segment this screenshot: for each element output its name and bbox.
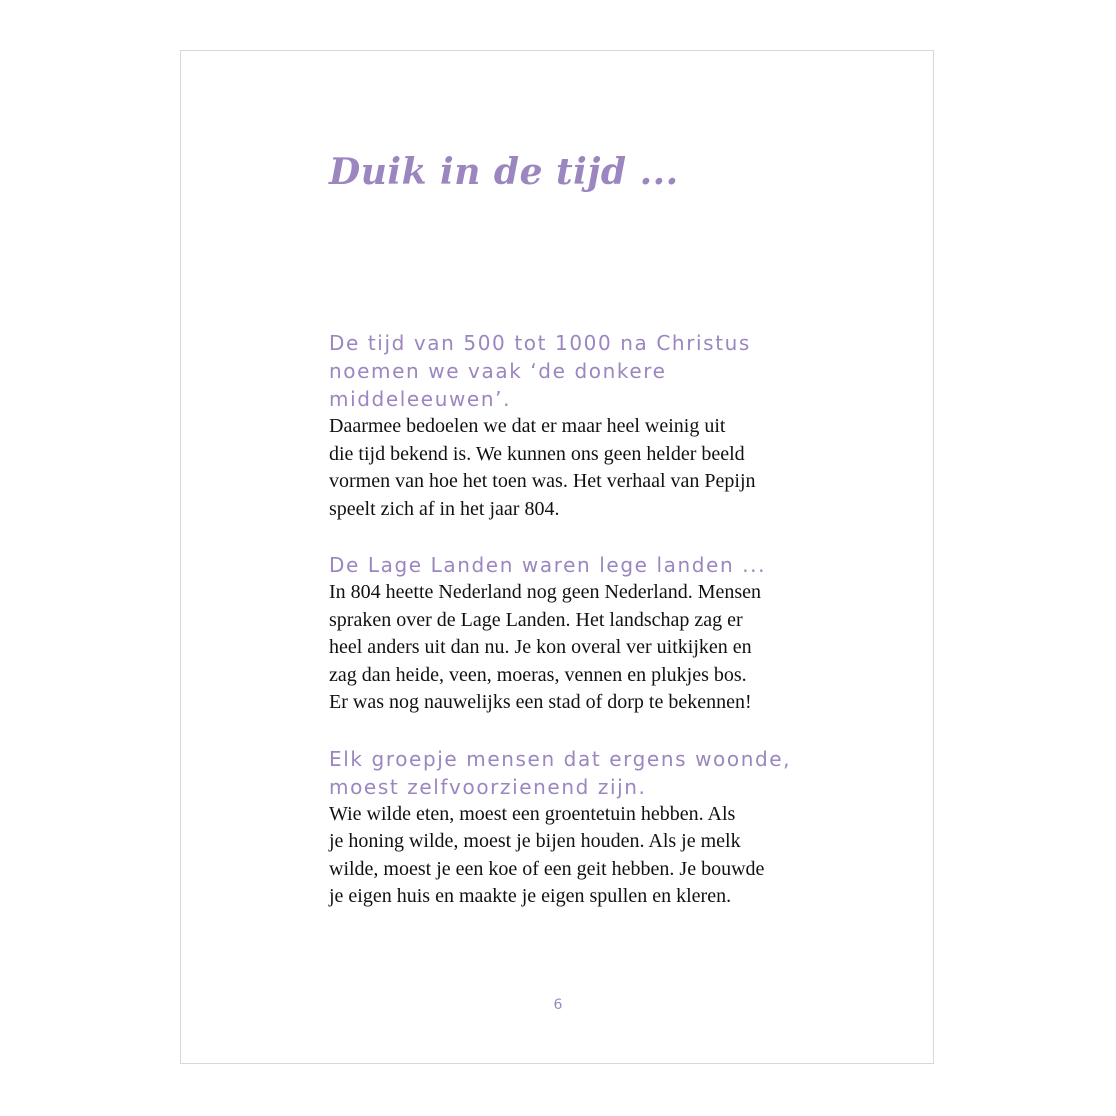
- heading-line: middeleeuwen’.: [329, 387, 512, 411]
- text-line: je eigen huis en maakte je eigen spullen en kleren.: [329, 885, 732, 907]
- text-line: vormen van hoe het toen was. Het verhaal van Pepijn: [329, 470, 756, 492]
- text-line: Wie wilde eten, moest een groentetuin hebben. Als: [329, 802, 736, 825]
- section-heading: [329, 745, 799, 801]
- text-line: heel anders uit dan nu. Je kon overal ver uitkijken en: [329, 636, 752, 658]
- section-self-sufficient: [329, 745, 799, 911]
- text-line: Daarmee bedoelen we dat er maar heel weinig uit: [329, 415, 726, 437]
- page-number: 6: [553, 997, 563, 1013]
- text-line: zag dan heide, veen, moeras, vennen en plukjes bos.: [329, 663, 747, 686]
- section-paragraph: [329, 801, 799, 911]
- text-line: Er was nog nauwelijks een stad of dorp te bekennen!: [329, 691, 752, 713]
- section-heading: [329, 551, 799, 579]
- section-low-countries: [329, 551, 799, 717]
- text-line: je honing wilde, moest je bijen houden. Als je melk: [329, 830, 741, 852]
- section-dark-ages: [329, 329, 799, 523]
- page-title: Duik in de tijd ...: [329, 151, 679, 193]
- text-line: die tijd bekend is. We kunnen ons geen helder beeld: [329, 442, 745, 465]
- text-line: In 804 heette Nederland nog geen Nederland. Mensen: [329, 581, 762, 603]
- heading-line: Elk groepje mensen dat ergens woonde,: [329, 746, 792, 771]
- text-line: spraken over de Lage Landen. Het landschap zag er: [329, 608, 743, 631]
- text-line: speelt zich af in het jaar 804.: [329, 497, 560, 520]
- heading-line: De tijd van 500 tot 1000 na Christus: [329, 331, 751, 355]
- heading-line: moest zelfvoorzienend zijn.: [329, 774, 647, 799]
- section-paragraph: [329, 579, 799, 717]
- page-content: [329, 329, 799, 939]
- text-line: wilde, moest je een koe of een geit hebben. Je bouwde: [329, 857, 765, 880]
- section-heading: [329, 329, 799, 413]
- heading-line: noemen we vaak ‘de donkere: [329, 359, 667, 383]
- book-page: [180, 50, 934, 1064]
- section-paragraph: [329, 413, 799, 523]
- heading-line: De Lage Landen waren lege landen ...: [329, 553, 767, 577]
